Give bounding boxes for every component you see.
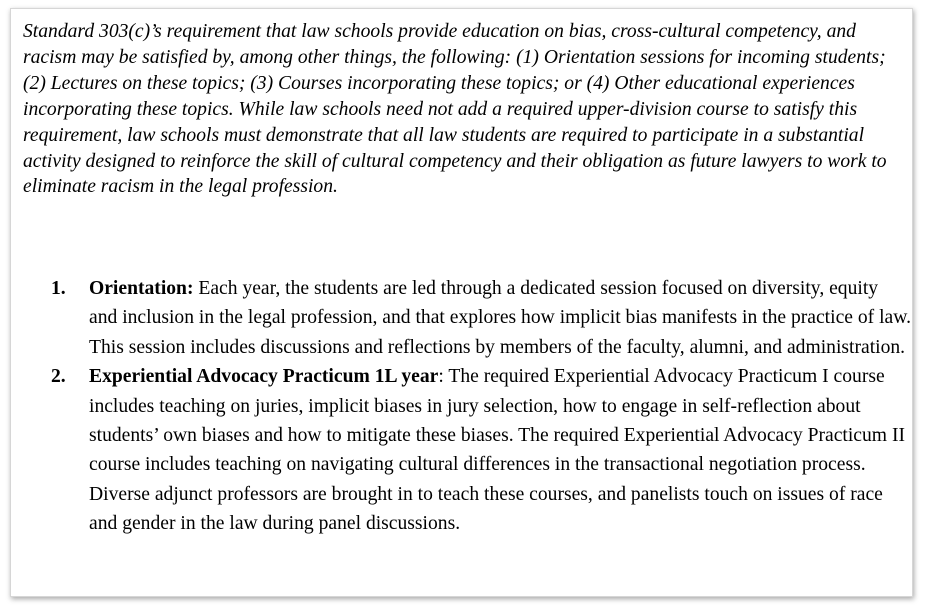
- list-item-body: Each year, the students are led through a dedicated session focused on diversity, equity and inclusion in the legal profession, and that explores how implicit bias manifests in the practice of law. This session includes discussions and reflections by members of the faculty, alumni, and administration.: [89, 278, 911, 358]
- examples-list: [51, 274, 911, 539]
- list-number: 2.: [51, 366, 66, 388]
- document-excerpt: [10, 8, 913, 597]
- list-item-title: Experiential Advocacy Practicum 1L year: [89, 366, 439, 388]
- list-item-title: Orientation:: [89, 278, 194, 299]
- list-item-experiential-advocacy: [51, 362, 911, 538]
- standard-303c-paragraph: Standard 303(c)’s requirement that law schools provide education on bias, cross-cultural competency, and racism may be satisfied by, among other things, the following: (1) Orientation sessions for incoming students; (2) Lectures on these topics; (3) Courses incorporating these topics; or (4) Other educational experiences incorporating these topics. While law schools need not add a required upper-division course to satisfy this requirement, law schools must demonstrate that all law students are required to participate in a substantial activity designed to reinforce the skill of cultural competency and their obligation as future lawyers to work to eliminate racism in the legal profession.: [23, 21, 887, 198]
- list-item-body: : The required Experiential Advocacy Practicum I course includes teaching on juries, implicit biases in jury selection, how to engage in self-reflection about students’ own biases and how to mitigate these biases. The required Experiential Advocacy Practicum II course includes teaching on navigating cultural differences in the transactional negotiation process. Diverse adjunct professors are brought in to teach these courses, and panelists touch on issues of race and gender in the law during panel discussions.: [89, 366, 905, 535]
- list-number: 1.: [51, 278, 66, 299]
- list-item-orientation: [51, 274, 911, 362]
